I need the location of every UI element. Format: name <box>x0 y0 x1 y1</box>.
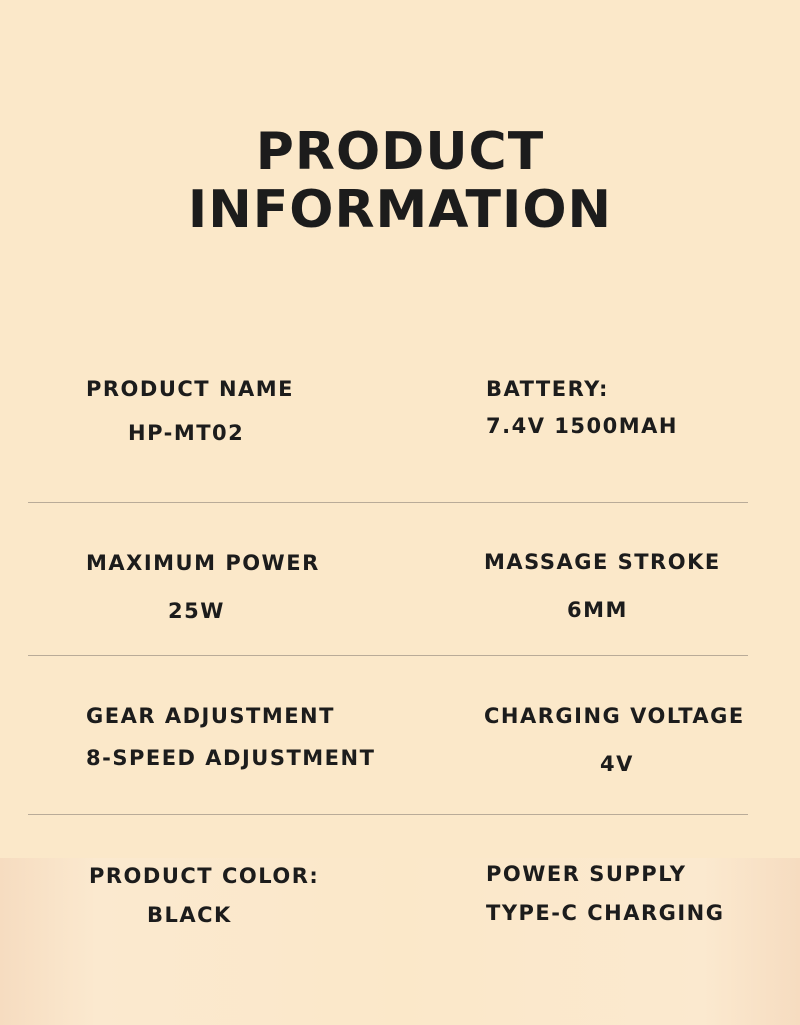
massage-stroke-value: 6MM <box>567 598 628 622</box>
gear-adjustment-label: GEAR ADJUSTMENT <box>86 704 335 728</box>
maximum-power-label: MAXIMUM POWER <box>86 551 320 575</box>
page-title-line-1: PRODUCT <box>255 121 545 182</box>
massage-stroke-label: MASSAGE STROKE <box>484 550 721 574</box>
product-color-value: BLACK <box>147 903 232 927</box>
page-title-line-2: INFORMATION <box>187 179 613 240</box>
maximum-power-value: 25W <box>168 599 225 623</box>
battery-label: BATTERY: <box>486 377 609 401</box>
page-title <box>0 123 800 239</box>
divider-2 <box>28 655 748 656</box>
gear-adjustment-value: 8-SPEED ADJUSTMENT <box>86 746 376 770</box>
product-name-label: PRODUCT NAME <box>86 377 295 401</box>
charging-voltage-value: 4V <box>600 752 634 776</box>
battery-value: 7.4V 1500MAH <box>486 414 678 438</box>
power-supply-value: TYPE-C CHARGING <box>486 901 725 925</box>
divider-1 <box>28 502 748 503</box>
power-supply-label: POWER SUPPLY <box>486 862 687 886</box>
product-color-label: PRODUCT COLOR: <box>89 864 320 888</box>
product-name-value: HP-MT02 <box>128 421 245 445</box>
charging-voltage-label: CHARGING VOLTAGE <box>484 704 745 728</box>
divider-3 <box>28 814 748 815</box>
